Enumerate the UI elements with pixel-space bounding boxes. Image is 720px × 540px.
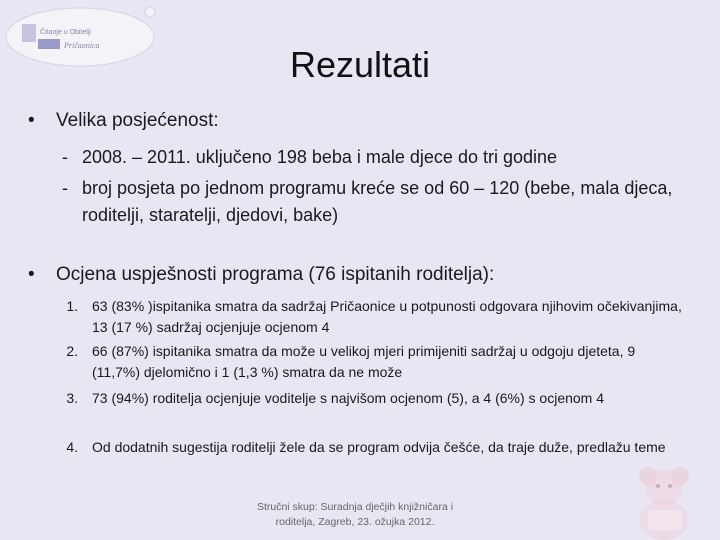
- teddy-bear-icon: [618, 456, 720, 540]
- dash: -: [62, 178, 68, 198]
- footer-line: Stručni skup: Suradnja dječjih knjižničara i: [256, 501, 454, 513]
- footer-note: [230, 500, 480, 530]
- item-number: 1.: [66, 298, 78, 314]
- sub-item-text: 2008. – 2011. uključeno 198 beba i male djece do tri godine: [82, 147, 558, 167]
- item-text: 63 (83% )ispitanika smatra da sadržaj Pričaonice u potpunosti odgovara njihovim očekivanjima, 13 (17 %) sadržaj ocjenjuje ocjenom 4: [92, 298, 682, 335]
- item-text: 73 (94%) roditelja ocjenjuje voditelje s najvišom ocjenom (5), a 4 (6%) s ocjenom 4: [92, 390, 605, 406]
- logo-line2: Pričaonica: [64, 41, 100, 50]
- slide-title: Rezultati: [289, 44, 431, 85]
- bullet-text: Velika posjećenost:: [56, 110, 219, 131]
- item-number: 2.: [66, 343, 78, 359]
- bullet-text: Ocjena uspješnosti programa (76 ispitanih roditelja):: [56, 264, 495, 285]
- item-number: 4.: [66, 439, 78, 455]
- bullet-dot: •: [28, 264, 35, 285]
- item-number: 3.: [66, 390, 78, 406]
- bullet-dot: •: [28, 110, 35, 131]
- dash: -: [62, 147, 68, 167]
- item-text: 66 (87%) ispitanika smatra da može u velikoj mjeri primijeniti sadržaj u odgoju djeteta, 9 (11,7%) djelomično i 1 (1,3 %) smatra da ne može: [92, 343, 636, 380]
- logo-line1: Čitanje u Obitelji: [40, 29, 91, 36]
- item-text: Od dodatnih sugestija roditelji žele da se program odvija češće, da traje duže, predlažu teme: [92, 439, 666, 455]
- sub-item-text: broj posjeta po jednom programu kreće se od 60 – 120 (bebe, mala djeca, roditelji, staratelji, djedovi, bake): [82, 178, 673, 225]
- footer-line: roditelja, Zagreb, 23. ožujka 2012.: [275, 516, 435, 528]
